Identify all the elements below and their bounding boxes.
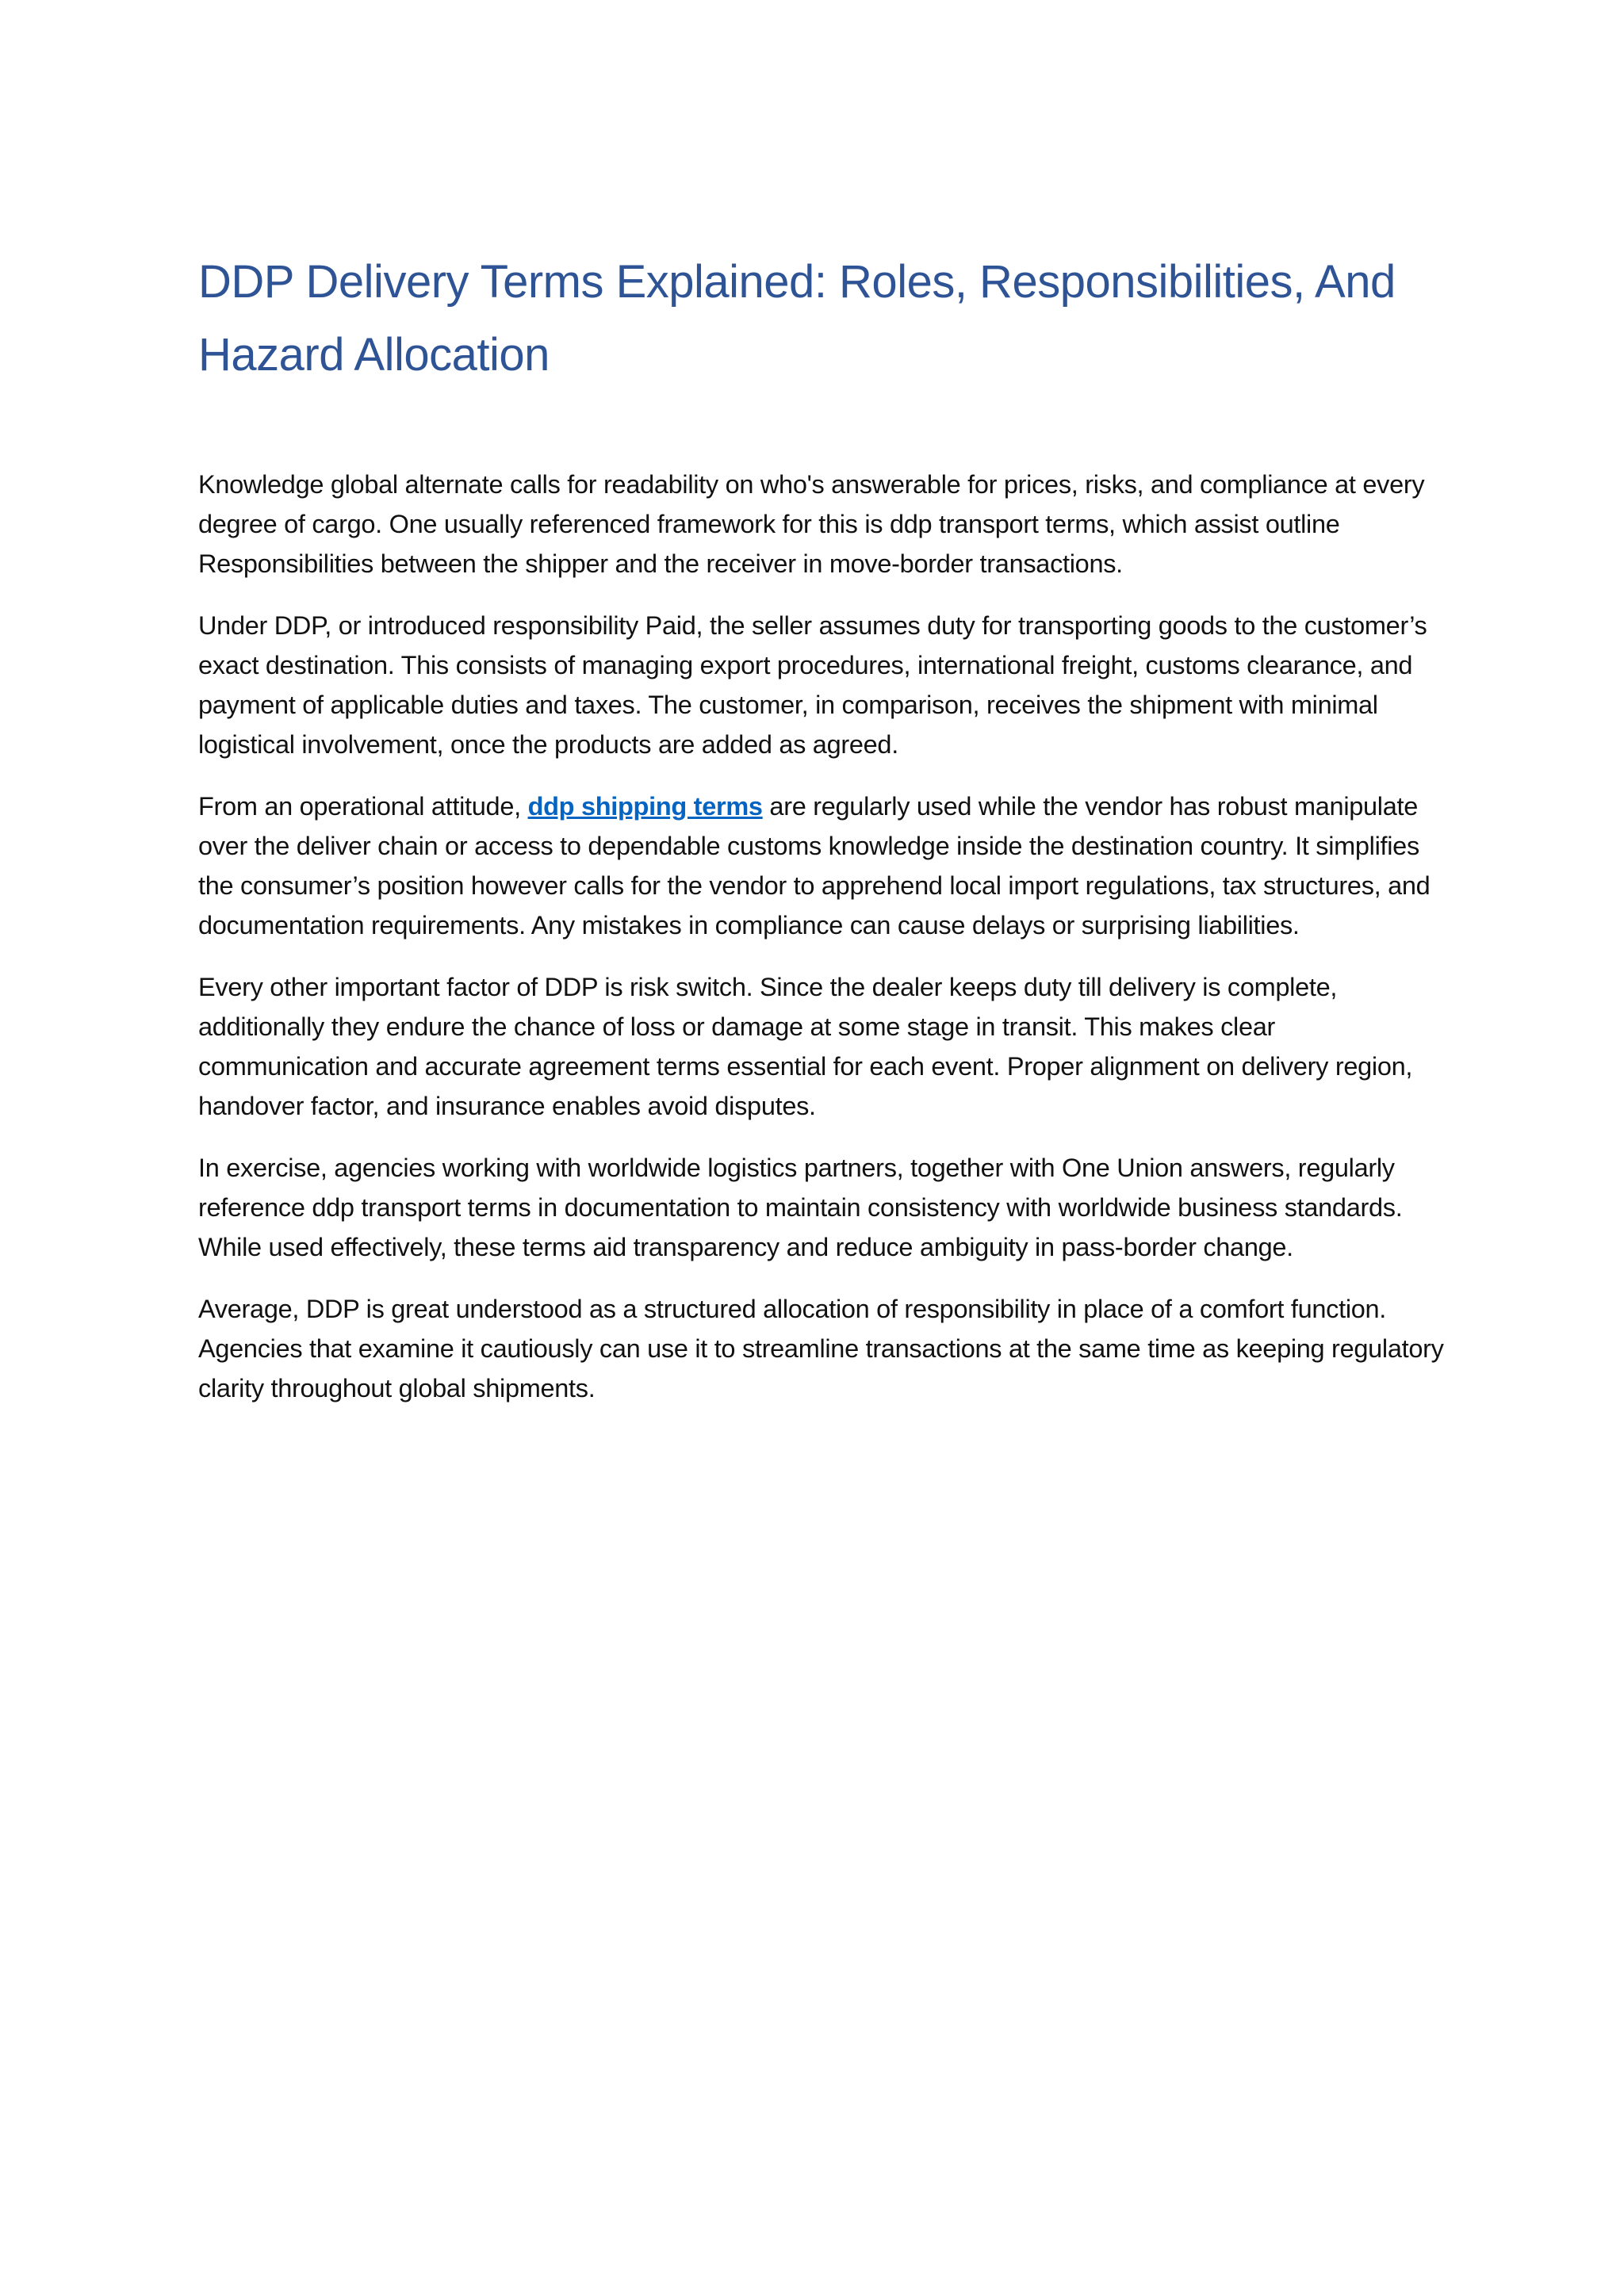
paragraph-3-rest-text: are regularly used while the vendor has robust manipulate over the deliver chain or access to dependable customs knowledge inside the destination country. It simplifies the consumer’s position however calls for the vendor to apprehend local import regulations, tax structures, and documentation requirements. Any mistakes in compliance can cause delays or surprising liabilities. (198, 792, 1431, 939)
page-title: DDP Delivery Terms Explained: Roles, Responsibilities, And Hazard Allocation (198, 256, 1396, 381)
document-content (198, 246, 1451, 1430)
paragraph-4: Every other important factor of DDP is risk switch. Since the dealer keeps duty till delivery is complete, additionally they endure the chance of loss or damage at some stage in transit. This makes clear communication and accurate agreement terms essential for each event. Proper alignment on delivery region, handover factor, and insurance enables avoid disputes. (198, 973, 1413, 1120)
paragraph-1: Knowledge global alternate calls for readability on who's answerable for prices, risks, and compliance at every degree of cargo. One usually referenced framework for this is ddp transport terms, which assist outline Responsibilities between the shipper and the receiver in move-border transactions. (198, 470, 1425, 578)
ddp-shipping-terms-link[interactable]: ddp shipping terms (527, 792, 763, 821)
document-body (198, 465, 1451, 1408)
paragraph-3 (198, 786, 1451, 945)
paragraph-5: In exercise, agencies working with worldwide logistics partners, together with One Union answers, regularly reference ddp transport terms in documentation to maintain consistency with worldwide business standards. While used effectively, these terms aid transparency and reduce ambiguity in pass-border change. (198, 1154, 1403, 1261)
paragraph-2: Under DDP, or introduced responsibility Paid, the seller assumes duty for transporting goods to the customer’s exact destination. This consists of managing export procedures, international freight, customs clearance, and payment of applicable duties and taxes. The customer, in comparison, receives the shipment with minimal logistical involvement, once the products are added as agreed. (198, 611, 1427, 759)
paragraph-3-lead-text: From an operational attitude, (198, 792, 528, 821)
paragraph-6: Average, DDP is great understood as a structured allocation of responsibility in place of a comfort function. Agencies that examine it cautiously can use it to streamline transactions at the same time as keeping regulatory clarity throughout global shipments. (198, 1295, 1444, 1402)
